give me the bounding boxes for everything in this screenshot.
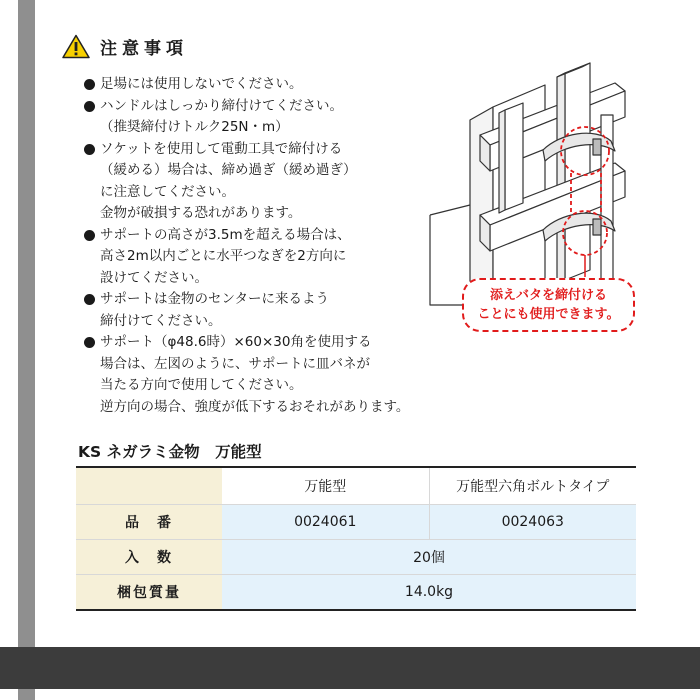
notice-line: 設けてください。 — [100, 269, 208, 286]
notice-header — [62, 32, 188, 60]
notice-list — [84, 74, 464, 418]
notice-item — [84, 332, 464, 418]
warning-triangle-icon — [62, 34, 90, 59]
bullet-icon — [84, 101, 95, 112]
part-number-cell: 0024061 — [222, 505, 429, 540]
notice-line: 逆方向の場合、強度が低下するおそれがあります。 — [100, 398, 410, 415]
table-row — [76, 575, 636, 611]
notice-item — [84, 225, 464, 290]
table-header-row — [76, 467, 636, 505]
spec-table — [76, 466, 636, 611]
notice-line: サポートの高さが3.5mを超える場合は、 — [100, 226, 351, 243]
notice-line: 高さ2m以内ごとに水平つなぎを2方向に — [100, 248, 347, 264]
quantity-cell: 20個 — [222, 540, 636, 575]
notice-line: 金物が破損する恐れがあります。 — [100, 205, 302, 221]
notice-line: （緩める）場合は、締め過ぎ（緩め過ぎ） — [100, 162, 357, 178]
bullet-icon — [84, 144, 95, 155]
notice-line: （推奨締付けトルク25N・m） — [100, 119, 289, 135]
notice-line: サポートは金物のセンターに来るよう — [100, 291, 329, 307]
notice-line: サポート（φ48.6時）×60×30角を使用する — [100, 334, 372, 350]
notice-item — [84, 139, 464, 225]
left-accent-bar — [18, 0, 35, 700]
table-corner-cell — [76, 467, 222, 505]
product-title: KS ネガラミ金物 万能型 — [78, 443, 262, 461]
notice-item — [84, 289, 464, 332]
bullet-icon — [84, 337, 95, 348]
notice-line: ハンドルはしっかり締付けてください。 — [100, 97, 343, 114]
package-weight-cell: 14.0kg — [222, 575, 636, 611]
row-label-part-number: 品 番 — [76, 505, 222, 540]
bullet-icon — [84, 79, 95, 90]
bullet-icon — [84, 230, 95, 241]
callout-line: 添えバタを締付ける — [489, 288, 607, 303]
part-number-cell: 0024063 — [429, 505, 636, 540]
table-row — [76, 505, 636, 540]
notice-title: 注意事項 — [100, 38, 188, 59]
notice-line: 足場には使用しないでください。 — [100, 76, 303, 92]
notice-line: ソケットを使用して電動工具で締付ける — [100, 140, 343, 157]
notice-line: 当たる方向で使用してください。 — [100, 377, 303, 393]
callout-line: ことにも使用できます。 — [477, 307, 620, 322]
table-row — [76, 540, 636, 575]
column-header: 万能型 — [222, 467, 429, 505]
notice-line: に注意してください。 — [100, 183, 235, 200]
row-label-package-weight: 梱包質量 — [76, 575, 222, 611]
column-header: 万能型六角ボルトタイプ — [429, 467, 636, 505]
notice-item — [84, 74, 464, 96]
footer-band — [0, 647, 700, 689]
notice-line: 締付けてください。 — [100, 312, 222, 329]
callout-note — [462, 278, 635, 332]
notice-item — [84, 96, 464, 139]
notice-line: 場合は、左図のように、サポートに皿バネが — [100, 355, 370, 372]
row-label-quantity: 入 数 — [76, 540, 222, 575]
bullet-icon — [84, 294, 95, 305]
